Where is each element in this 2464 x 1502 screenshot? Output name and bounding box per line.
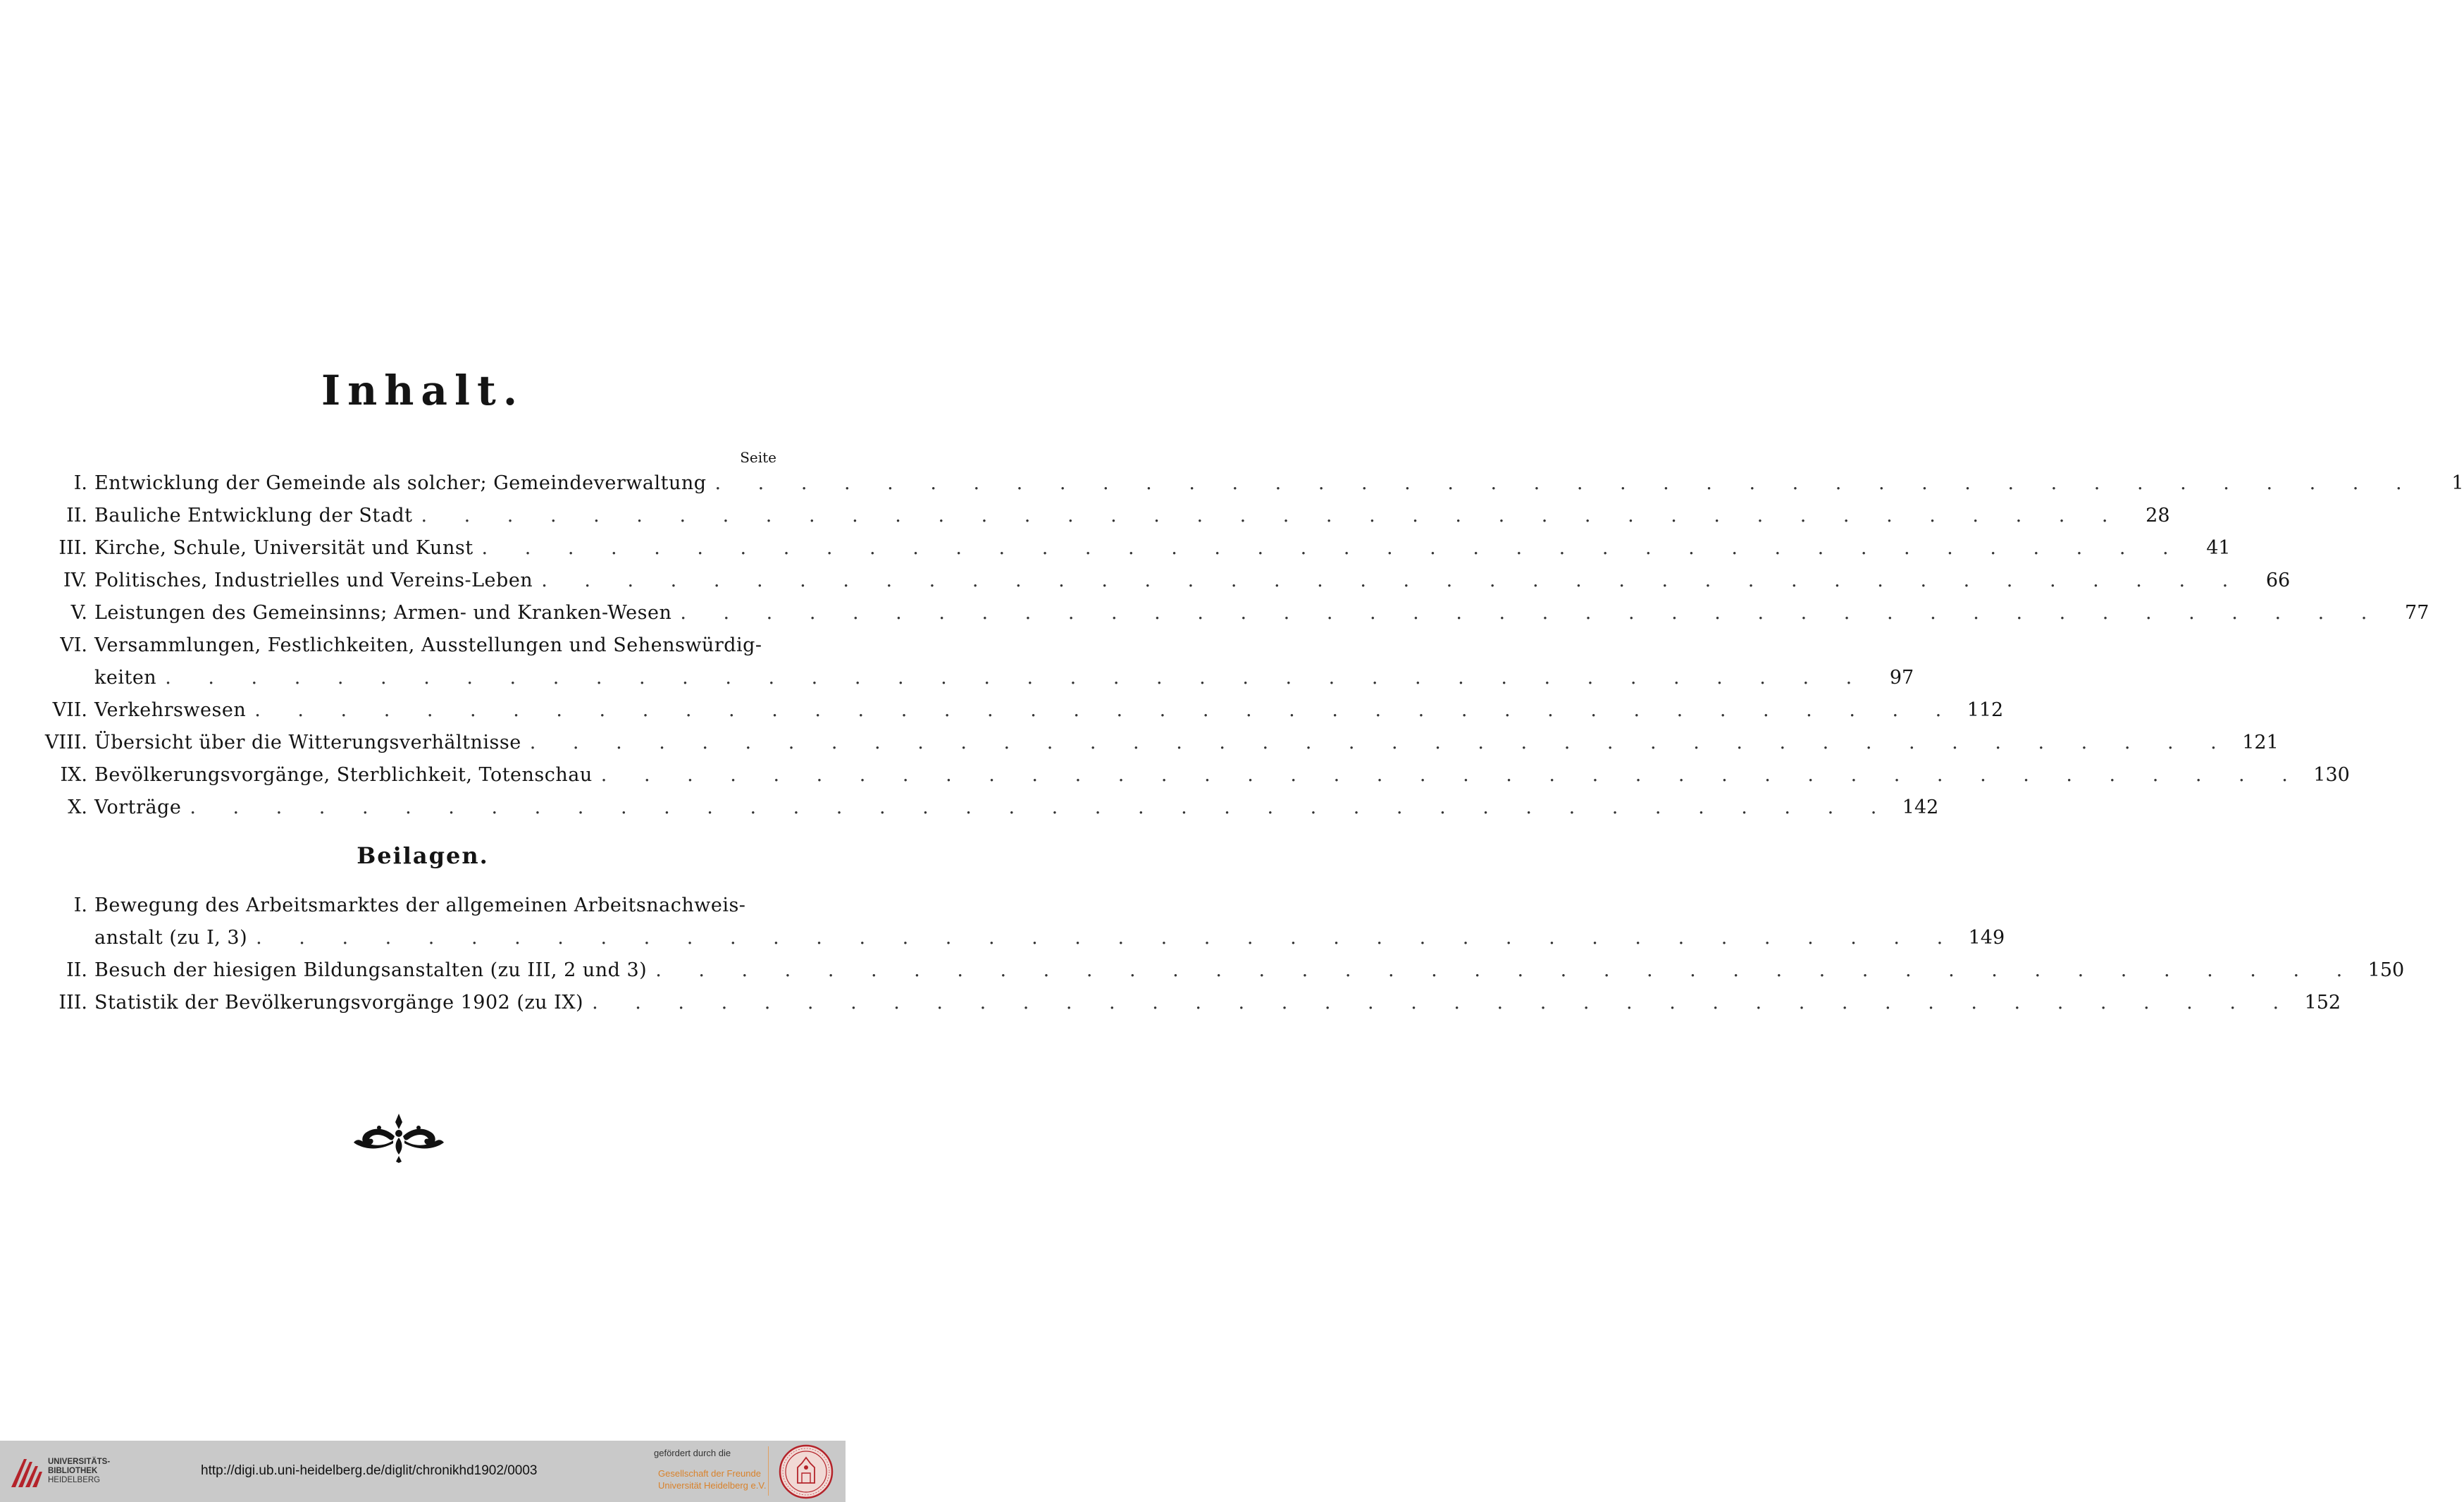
toc-entry-title: Übersicht über die Witterungsverhältnisse xyxy=(94,732,521,753)
toc-entry-title: Verkehrswesen xyxy=(94,699,247,721)
toc-entry-page: 28 xyxy=(2146,505,2170,527)
toc-entry-page: 130 xyxy=(2313,764,2350,786)
toc-entry xyxy=(28,532,2231,565)
leader-dots: . . . . . . . . . . . . . . . . . . . . . . . . . . . . . . . . . . . . . . . . xyxy=(481,537,2184,559)
toc-entry-title: Bevölkerungsvorgänge, Sterblichkeit, Totenschau xyxy=(94,764,593,786)
page-column-label: Seite xyxy=(740,449,776,466)
university-library-logo-icon xyxy=(8,1455,44,1490)
appendix-heading: Beilagen. xyxy=(357,842,489,869)
leader-dots: . . . . . . . . . . . . . . . . . . . . . . . . . . . . . . . . . . . . . . . . xyxy=(256,927,1959,949)
leader-dots: . . . . . . . . . . . . . . . . . . . . . . . . . . . . . . . . . . . . . . . . xyxy=(254,699,1957,721)
appendix-entry xyxy=(28,954,2405,987)
appendix-entry-title: Bewegung des Arbeitsmarktes der allgemeinen Arbeitsnachweis- xyxy=(94,894,746,916)
toc-entry-title: Bauliche Entwicklung der Stadt xyxy=(94,505,413,527)
university-seal-icon xyxy=(778,1443,834,1500)
leader-dots: . . . . . . . . . . . . . . . . . . . . . . . . . . . . . . . . . . . . . . . . xyxy=(190,796,1893,818)
page-title: Inhalt. xyxy=(321,367,525,414)
toc-entry-number: VII. xyxy=(52,699,87,721)
toc-entry-number: V. xyxy=(70,602,87,624)
toc-entry xyxy=(28,694,2004,727)
permalink-url[interactable]: http://digi.ub.uni-heidelberg.de/diglit/chronikhd1902/0003 xyxy=(201,1463,538,1478)
leader-dots: . . . . . . . . . . . . . . . . . . . . . . . . . . . . . . . . . . . . . . . . xyxy=(714,472,2417,494)
leader-dots: . . . . . . . . . . . . . . . . . . . . . . . . . . . . . . . . . . . . . . . . xyxy=(421,505,2124,527)
toc-entry-title: Politisches, Industrielles und Vereins-Leben xyxy=(94,570,533,591)
toc-entry-number: IX. xyxy=(60,764,87,786)
toc-entry xyxy=(28,467,2464,500)
library-name-line: BIBLIOTHEK xyxy=(48,1467,98,1475)
footer-bar xyxy=(0,1441,846,1502)
appendix-entry-page: 150 xyxy=(2367,959,2405,981)
toc-entry xyxy=(28,500,2170,532)
leader-dots: . . . . . . . . . . . . . . . . . . . . . . . . . . . . . . . . . . . . . . . . xyxy=(655,959,2358,981)
sponsor-name-line: Universität Heidelberg e.V. xyxy=(658,1480,767,1491)
toc-entry-title: Kirche, Schule, Universität und Kunst xyxy=(94,537,473,559)
toc-entry-page: 66 xyxy=(2265,570,2291,591)
toc-entry-title: Entwicklung der Gemeinde als solcher; Gemeindeverwaltung xyxy=(94,472,707,494)
library-name xyxy=(48,1458,110,1485)
toc-entry xyxy=(28,629,776,662)
toc-entry-continuation xyxy=(28,662,1914,694)
appendix-entry xyxy=(28,889,776,922)
toc-entry xyxy=(28,597,2429,629)
appendix-entry-number: III. xyxy=(58,992,87,1014)
leader-dots: . . . . . . . . . . . . . . . . . . . . . . . . . . . . . . . . . . . . . . . . xyxy=(600,764,2303,786)
appendix-entry-title-continuation: anstalt (zu I, 3) xyxy=(94,927,248,949)
leader-dots: . . . . . . . . . . . . . . . . . . . . . . . . . . . . . . . . . . . . . . . . xyxy=(592,992,2295,1014)
appendix-entry-continuation xyxy=(28,922,2005,954)
toc-entry xyxy=(28,727,2279,759)
toc-entry-page: 77 xyxy=(2405,602,2429,624)
sponsor-name-line: Gesellschaft der Freunde xyxy=(658,1468,761,1479)
toc-entry-number: I. xyxy=(73,472,87,494)
appendix-contents xyxy=(28,889,2405,1019)
appendix-entry-title: Statistik der Bevölkerungsvorgänge 1902 (zu IX) xyxy=(94,992,584,1014)
appendix-entry-page: 149 xyxy=(1968,927,2005,949)
footer-divider xyxy=(768,1446,769,1496)
toc-entry-number: VIII. xyxy=(44,732,87,753)
toc-entry-page: 97 xyxy=(1889,667,1914,689)
toc-entry-number: VI. xyxy=(60,634,87,656)
library-name-line: UNIVERSITÄTS- xyxy=(48,1458,111,1466)
leader-dots: . . . . . . . . . . . . . . . . . . . . . . . . . . . . . . . . . . . . . . . . xyxy=(541,570,2244,591)
toc-entry-title-continuation: keiten xyxy=(94,667,157,689)
toc-entry-page: 41 xyxy=(2206,537,2231,559)
toc-entry-number: II. xyxy=(66,505,87,527)
toc-entry xyxy=(28,759,2350,792)
toc-entry-page: 112 xyxy=(1967,699,2004,721)
leader-dots: . . . . . . . . . . . . . . . . . . . . . . . . . . . . . . . . . . . . . . . . xyxy=(165,667,1868,689)
toc-entry-page: 1 xyxy=(2451,472,2464,494)
appendix-entry xyxy=(28,987,2341,1019)
appendix-entry-number: I. xyxy=(73,894,87,916)
toc-entry-page: 142 xyxy=(1902,796,1939,818)
sponsor-name xyxy=(658,1467,766,1491)
toc-entry xyxy=(28,565,2291,597)
library-name-line: HEIDELBERG xyxy=(48,1476,101,1484)
appendix-entry-page: 152 xyxy=(2304,992,2341,1014)
funded-by-label: gefördert durch die xyxy=(654,1448,731,1458)
appendix-entry-title: Besuch der hiesigen Bildungsanstalten (zu III, 2 und 3) xyxy=(94,959,648,981)
appendix-entry-number: II. xyxy=(66,959,87,981)
toc-entry-page: 121 xyxy=(2242,732,2279,753)
toc-entry-number: X. xyxy=(68,796,87,818)
table-of-contents xyxy=(28,467,2464,824)
toc-entry-title: Vorträge xyxy=(94,796,182,818)
leader-dots: . . . . . . . . . . . . . . . . . . . . . . . . . . . . . . . . . . . . . . . . xyxy=(680,602,2383,624)
toc-entry-number: III. xyxy=(58,537,87,559)
toc-entry-title: Versammlungen, Festlichkeiten, Ausstellungen und Sehenswürdig- xyxy=(94,634,762,656)
leader-dots: . . . . . . . . . . . . . . . . . . . . . . . . . . . . . . . . . . . . . . . . xyxy=(529,732,2232,753)
decorative-ornament xyxy=(352,1112,445,1163)
toc-entry xyxy=(28,792,1939,824)
toc-entry-title: Leistungen des Gemeinsinns; Armen- und Kranken-Wesen xyxy=(94,602,672,624)
toc-entry-number: IV. xyxy=(63,570,87,591)
